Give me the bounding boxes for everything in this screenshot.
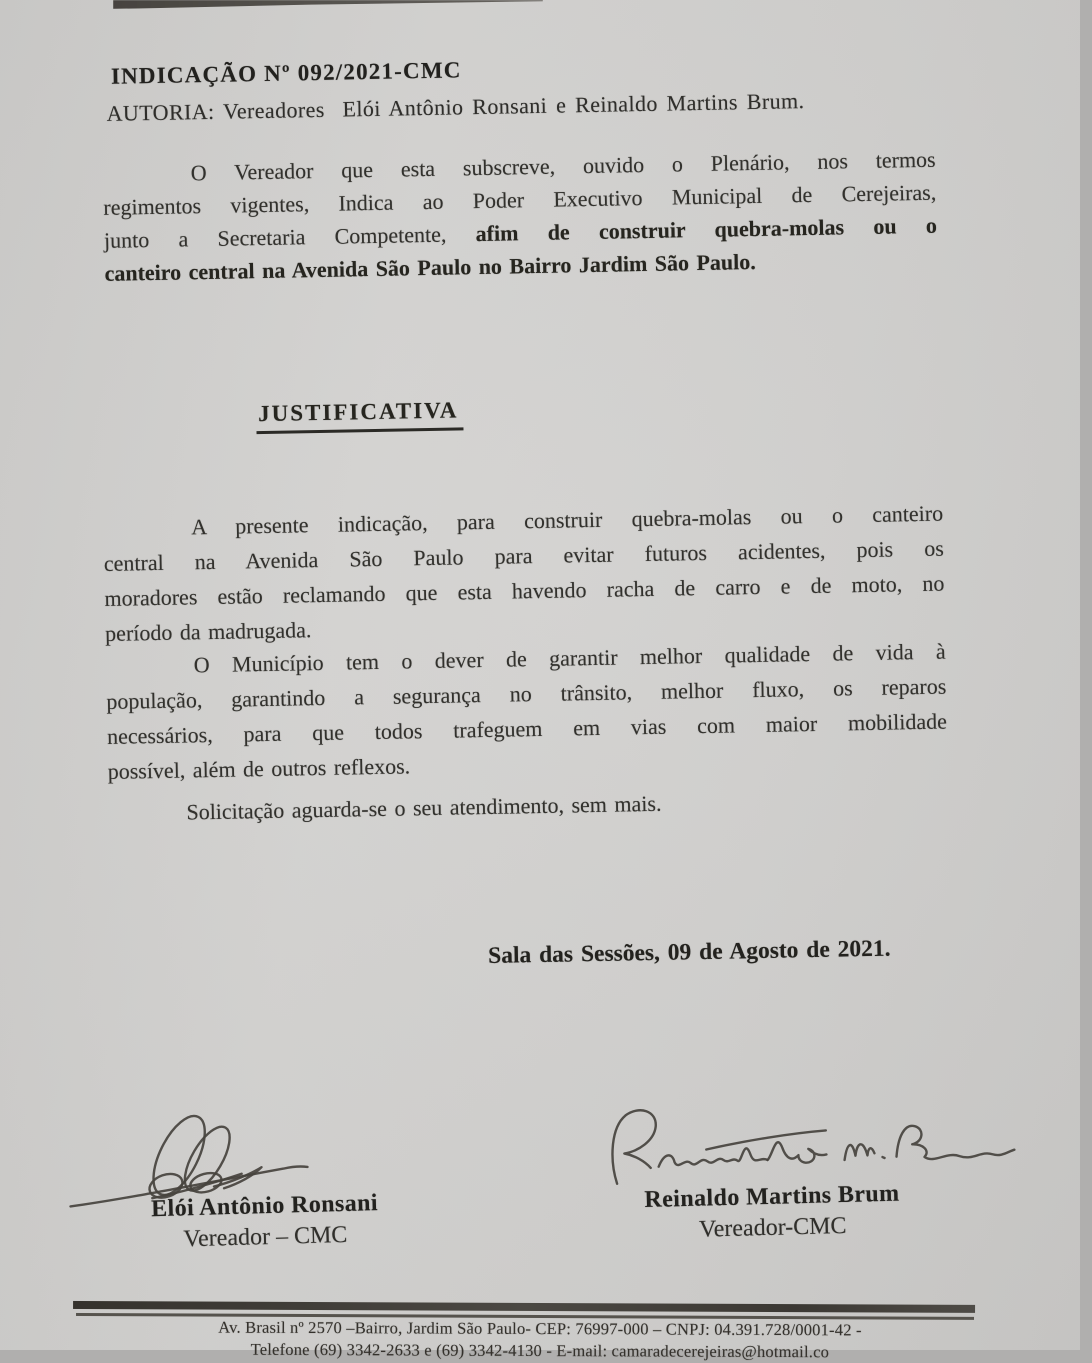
paragraph-line: central na Avenida São Paulo para evitar futuros acidentes, pois os — [103, 535, 944, 576]
opening-line-3-normal: junto a Secretaria Competente, — [103, 221, 476, 253]
session-date-line: Sala das Sessões, 09 de Agosto de 2021. — [487, 935, 891, 969]
footer-rule — [73, 1301, 975, 1313]
paragraph-line: moradores estão reclamando que esta havendo racha de carro e de moto, no — [104, 570, 945, 611]
opening-line-1: O Vereador que esta subscreve, ouvido o Plenário, nos termos — [190, 146, 936, 186]
opening-line-3-bold: afim de construir quebra-molas ou o — [475, 212, 938, 247]
paragraph-line: período da madrugada. — [104, 617, 312, 646]
opening-line-2: regimentos vigentes, Indica ao Poder Executivo Municipal de Cerejeiras, — [103, 179, 937, 220]
document-title: INDICAÇÃO Nº 092/2021-CMC — [110, 57, 462, 89]
footer-contact-line: Telefone (69) 3342-2633 e (69) 3342-4130 - E-mail: camaradecerejeiras@hotmail.co — [250, 1339, 830, 1362]
paragraph-line: população, garantindo a segurança no trânsito, melhor fluxo, os reparos — [106, 673, 947, 714]
signatory-role: Vereador – CMC — [183, 1221, 348, 1253]
paragraph-line: possível, além de outros reflexos. — [107, 753, 411, 784]
authorship-line: AUTORIA: Vereadores Elói Antônio Ronsani e Reinaldo Martins Brum. — [106, 88, 805, 126]
paragraph-line: Solicitação aguarda-se o seu atendimento, sem mais. — [186, 790, 662, 825]
paragraph-line: O Município tem o dever de garantir melhor qualidade de vida à — [193, 638, 946, 678]
footer-address-line: Av. Brasil nº 2570 –Bairro, Jardim São Paulo- CEP: 76997-000 – CNPJ: 04.391.728/0001-42 - — [218, 1317, 862, 1340]
signatory-role: Vereador-CMC — [698, 1212, 847, 1243]
paragraph-line: necessários, para que todos trafeguem em vias com maior mobilidade — [106, 708, 948, 749]
signatory-name: Elói Antônio Ronsani — [150, 1190, 379, 1223]
paragraph-line: A presente indicação, para construir quebra-molas ou o canteiro — [190, 500, 944, 540]
justificativa-heading: JUSTIFICATIVA — [256, 397, 464, 434]
opening-line-4: canteiro central na Avenida São Paulo no Bairro Jardim São Paulo. — [104, 248, 756, 286]
signatory-name: Reinaldo Martins Brum — [644, 1180, 900, 1214]
